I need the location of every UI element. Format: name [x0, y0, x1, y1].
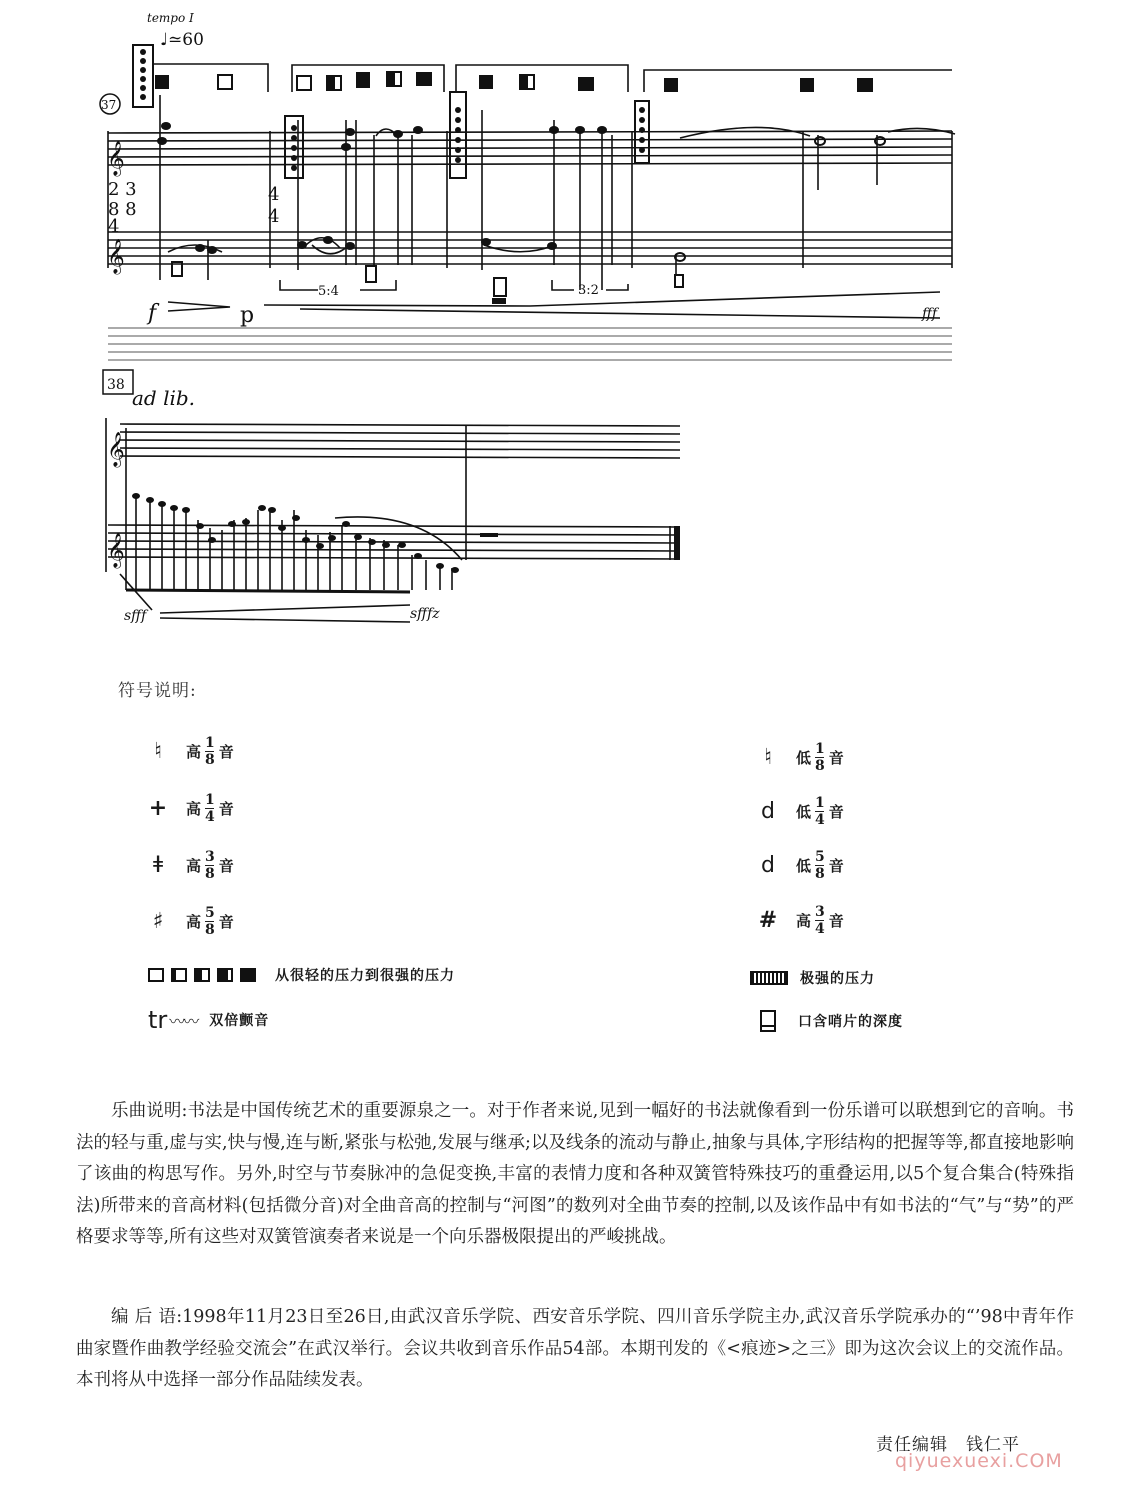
legend-item-pressure: 从很轻的压力到很强的压力 [148, 950, 455, 1000]
legend-item-reed-depth: 口含哨片的深度 [760, 996, 903, 1046]
ad-lib-direction: ad lib. [132, 386, 196, 410]
legend-item-up-1-4: + 高 $\frac{1}{4}$ 音 [138, 783, 234, 833]
dynamic-fff: fff [922, 306, 938, 322]
legend-item-up-3-8: ǂ 高 $\frac{3}{8}$ 音 [138, 840, 234, 890]
tuplet-3-2: 3:2 [578, 283, 599, 298]
legend-item-up-3-4: # 高 $\frac{3}{4}$ 音 [748, 895, 844, 945]
three-quarter-sharp-icon: # [758, 907, 778, 933]
quarter-sharp-icon: + [148, 795, 168, 821]
rehearsal-mark-38: 38 [107, 377, 125, 393]
legend-item-up-1-8: ♮ 高 $\frac{1}{8}$ 音 [138, 726, 234, 776]
staff-upper-system2 [120, 424, 680, 458]
tuplet-5-4: 5:4 [318, 284, 339, 299]
natural-arrow-down-icon: ♮ [764, 744, 772, 770]
double-trill-icon: tr 〰〰 [148, 1006, 198, 1034]
tempo-mark: ♩≃60 [160, 30, 204, 50]
dynamic-sfffz: sfffz [410, 606, 440, 622]
staff-lower-system2 [108, 525, 678, 559]
editor-note: 编 后 语:1998年11月23日至26日,由武汉音乐学院、西安音乐学院、四川音乐学院主办,武汉音乐学院承办的“’98中青年作曲家暨作曲教学经验交流会”在武汉举行。会议共收到音乐作品54部。本期刊发的《<痕迹>之三》即为这次会议上的交流作品。本刊将从中选择一部分作品陆续发表。 [76, 1307, 1074, 1390]
reversed-flat-icon: d [761, 798, 775, 824]
staff-lower-system1 [108, 232, 952, 264]
time-signature-mid: 8 8 [108, 199, 137, 220]
rehearsal-mark-37: 37 [101, 98, 117, 112]
legend-item-down-5-8: d 低 $\frac{5}{8}$ 音 [748, 840, 844, 890]
dynamic-sfff: sfff [124, 608, 147, 624]
legend-title: 符号说明: [118, 681, 197, 701]
music-description: 乐曲说明:书法是中国传统艺术的重要源泉之一。对于作者来说,见到一幅好的书法就像看到一份乐谱可以联想到它的音响。书法的轻与重,虚与实,快与慢,连与断,紧张与松弛,发展与继承;以及线条的流动与静止,抽象与具体,字形结构的把握等等,都直接地影响了该曲的构思写作。另外,时空与节奏脉冲的急促变换,丰富的表情力度和各种双簧管特殊技巧的重叠运用,以5个复合集合(特殊指法)所带来的音高材料(包括微分音)对全曲音高的控制与“河图”的数列对全曲节奏的控制,以及该作品中有如书法的“气”与“势”的严格要求等等,所有这些对双簧管演奏者来说是一个向乐器极限提出的严峻挑战。 [76, 1101, 1074, 1247]
svg-text:𝄞: 𝄞 [107, 432, 125, 467]
dynamic-f: f [148, 301, 157, 326]
natural-arrow-up-icon: ♮ [154, 738, 162, 764]
tempo-text: tempo I [147, 11, 194, 25]
editor-credit: 责任编辑 钱仁平 [876, 1435, 1020, 1455]
reed-depth-icon [760, 1010, 776, 1032]
sharp-arrow-icon: ♯ [152, 908, 164, 934]
dynamic-p: p [240, 303, 255, 328]
legend-item-up-5-8: ♯ 高 $\frac{5}{8}$ 音 [138, 896, 234, 946]
legend-item-extreme-pressure: 极强的压力 [750, 953, 875, 1003]
legend-item-down-1-8: ♮ 低 $\frac{1}{8}$ 音 [748, 732, 844, 782]
svg-text:4: 4 [268, 184, 280, 205]
svg-text:𝄞: 𝄞 [107, 141, 125, 176]
extreme-pressure-icon [750, 971, 788, 985]
music-score [0, 0, 1127, 650]
svg-text:𝄞: 𝄞 [107, 239, 125, 274]
watermark: qiyuexuexi.COM [895, 1450, 1063, 1472]
legend-item-down-1-4: d 低 $\frac{1}{4}$ 音 [748, 786, 844, 836]
svg-text:4: 4 [268, 206, 280, 227]
time-signature-bottom: 4 [108, 216, 120, 237]
svg-text:𝄞: 𝄞 [107, 533, 125, 568]
quarter-sharp-arrow-icon: ǂ [152, 852, 164, 878]
reversed-flat-arrow-icon: d [761, 852, 775, 878]
pressure-scale-icon [148, 968, 263, 982]
staff-upper-system1 [108, 131, 952, 165]
time-signature-top: 2 3 [108, 179, 137, 200]
legend-item-trill: tr 〰〰 双倍颤音 [148, 1006, 270, 1034]
